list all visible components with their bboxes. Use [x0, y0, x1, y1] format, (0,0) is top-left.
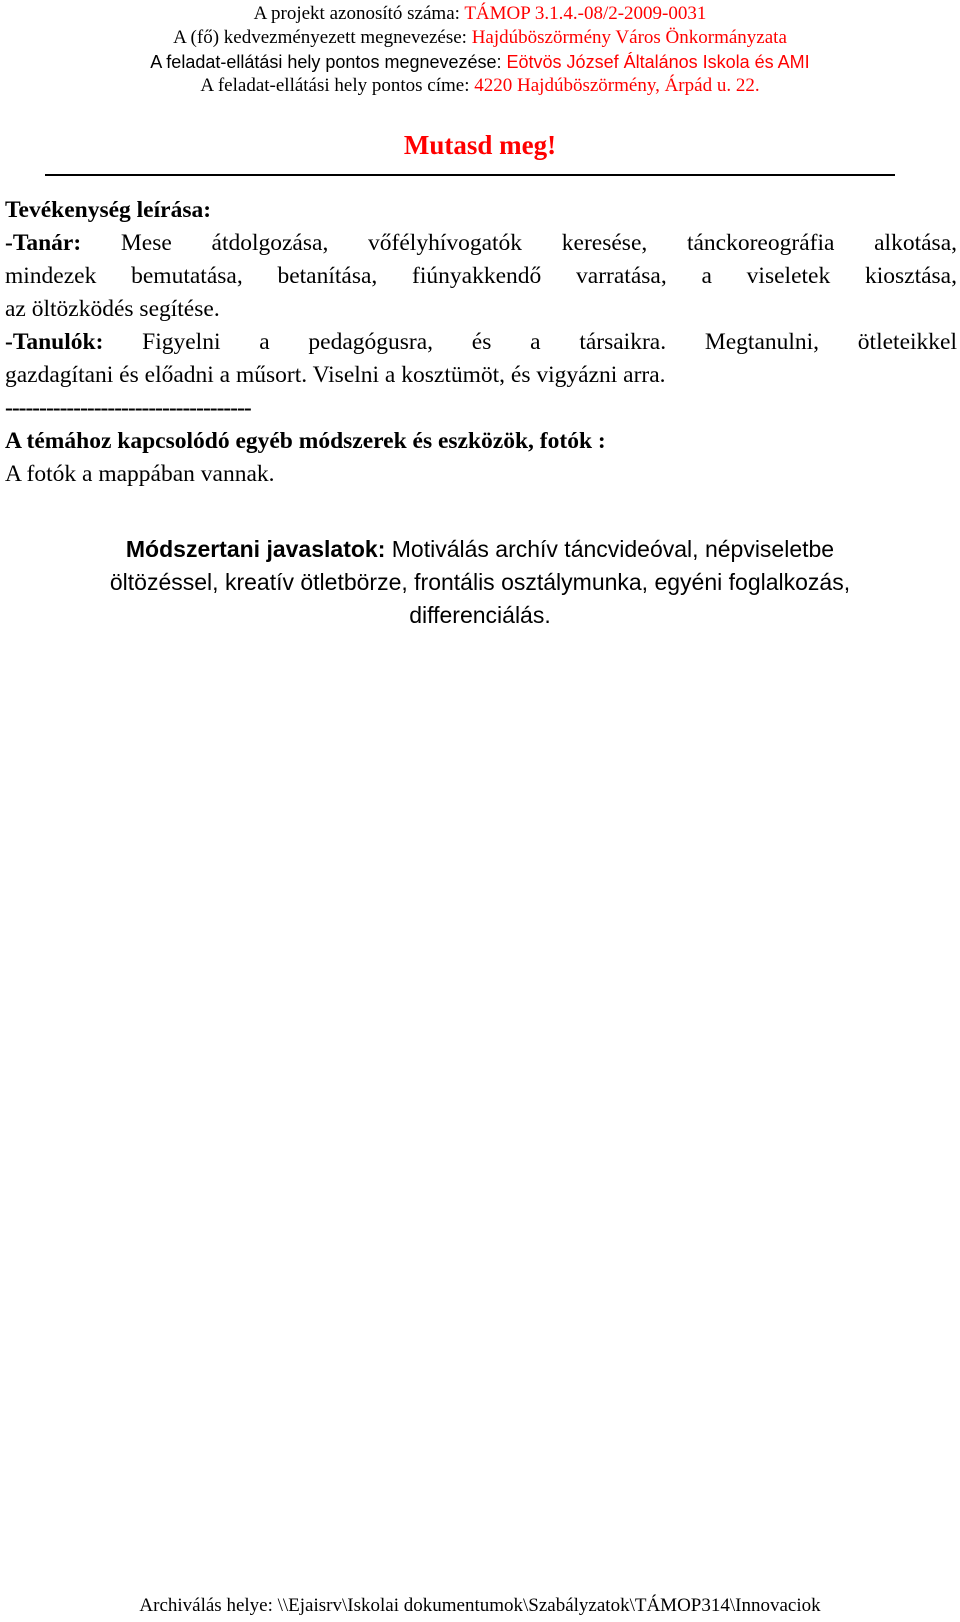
- project-id-value: TÁMOP 3.1.4.-08/2-2009-0031: [464, 3, 707, 24]
- methodology-section: [0, 533, 960, 632]
- methodology-label: Módszertani javaslatok:: [125, 536, 386, 562]
- activity-heading: Tevékenység leírása:: [5, 197, 212, 223]
- archive-footer: Archiválás helye: \\Ejaisrv\Iskolai dokumentumok\Szabályzatok\TÁMOP314\Innovaciok: [139, 1595, 821, 1616]
- students-line-1: -Tanulók: Figyelni a pedagógusra, és a társaikra. Megtanulni, ötleteikkel: [5, 329, 957, 355]
- teacher-line-3: az öltözködés segítése.: [5, 296, 220, 322]
- teacher-line-2: mindezek bemutatása, betanítása, fiúnyakkendő varratása, a viseletek kiosztása,: [5, 263, 957, 289]
- related-heading: A témához kapcsolódó egyéb módszerek és eszközök, fotók :: [5, 428, 606, 454]
- page-title: Mutasd meg!: [403, 130, 557, 160]
- students-label: -Tanulók:: [5, 329, 104, 355]
- activity-section: [5, 194, 957, 491]
- methodology-line-1: Módszertani javaslatok: Motiválás archív táncvideóval, népviseletbe: [125, 536, 835, 562]
- teacher-line-1: -Tanár: Mese átdolgozása, vőfélyhívogatók keresése, tánckoreográfia alkotása,: [5, 230, 957, 256]
- site-name-line: A feladat-ellátási hely pontos megnevezése: Eötvös József Általános Iskola és AMI: [150, 52, 810, 72]
- site-address-line: A feladat-ellátási hely pontos címe: 4220 Hajdúböszörmény, Árpád u. 22.: [200, 75, 760, 96]
- teacher-label: -Tanár:: [5, 230, 82, 256]
- separator: ------------------------------------: [5, 395, 251, 421]
- methodology-line-2: öltözéssel, kreatív ötletbörze, frontális osztálymunka, egyéni foglalkozás,: [109, 569, 851, 595]
- site-address-value: 4220 Hajdúböszörmény, Árpád u. 22.: [474, 75, 760, 96]
- students-line-2: gazdagítani és előadni a műsort. Viselni a kosztümöt, és vigyázni arra.: [5, 362, 666, 388]
- site-name-value: Eötvös József Általános Iskola és AMI: [506, 52, 810, 72]
- related-text: A fotók a mappában vannak.: [5, 461, 275, 487]
- beneficiary-value: Hajdúböszörmény Város Önkormányzata: [471, 27, 787, 48]
- methodology-line-3: differenciálás.: [409, 602, 551, 628]
- project-id-line: A projekt azonosító száma: TÁMOP 3.1.4.-08/2-2009-0031: [253, 3, 707, 24]
- beneficiary-line: A (fő) kedvezményezett megnevezése: Hajdúböszörmény Város Önkormányzata: [173, 27, 787, 48]
- document-header: [0, 2, 960, 98]
- title-underline: [45, 174, 895, 176]
